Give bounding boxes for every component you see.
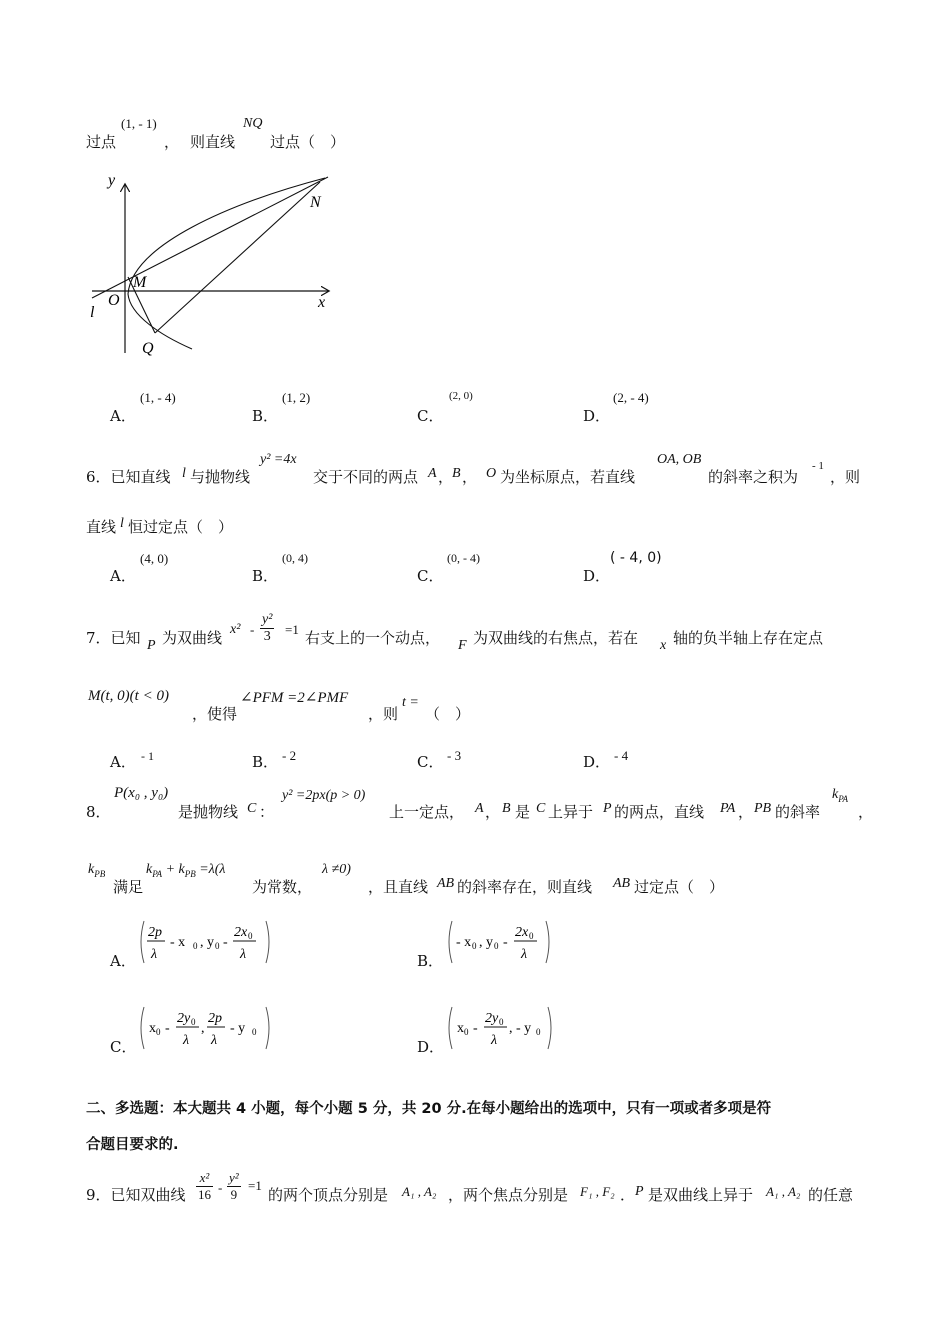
q7-text-2: 为双曲线	[162, 629, 223, 647]
svg-text:2p: 2p	[208, 1011, 222, 1026]
line-qn	[155, 182, 320, 333]
q6-text-1: 6．已知直线	[86, 468, 171, 486]
q8-num: 8．	[86, 803, 111, 821]
q5-option-a-value: (1, - 4)	[140, 390, 176, 405]
q8-option-b-label: B．	[417, 952, 444, 970]
q8-line2-text-3: ，且直线	[368, 878, 429, 896]
q8-text-1: 是抛物线	[178, 803, 239, 821]
q8-option-d-svg	[446, 1004, 561, 1052]
q9-A12b: A₁ , A₂	[766, 1184, 801, 1199]
q8-kpa-k: k	[832, 787, 839, 802]
svg-text:2x: 2x	[515, 925, 529, 940]
q6-option-b-value: (0, 4)	[282, 551, 308, 565]
q5-option-d-label: D．	[583, 407, 611, 425]
svg-text:2y: 2y	[177, 1011, 191, 1026]
svg-text:-: -	[473, 1021, 478, 1036]
q6-text-6: ，则	[830, 468, 861, 486]
q7-text-4: 为双曲线的右焦点，若在	[473, 629, 639, 647]
svg-text:- y: - y	[230, 1021, 246, 1036]
q8-line2-text-2: 为常数，	[252, 878, 313, 896]
section2-line2: 合题目要求的.	[86, 1137, 179, 1153]
q7-x2: x²	[230, 622, 241, 637]
q5-comma: ，	[164, 133, 180, 151]
q9-eq1: =1	[248, 1178, 262, 1193]
q5-point: (1, - 1)	[121, 116, 157, 131]
svg-text:0: 0	[193, 941, 198, 951]
q8-C2: C	[536, 801, 546, 816]
q9-text-1: 9．已知双曲线	[86, 1186, 186, 1204]
q7-minus: -	[250, 622, 255, 637]
q6-text-3: 交于不同的两点	[313, 468, 419, 486]
q6-option-b-label: B．	[252, 567, 279, 585]
q7-eq1: =1	[285, 622, 299, 637]
svg-text:0: 0	[252, 1027, 257, 1037]
svg-text:, y: , y	[200, 935, 214, 950]
q9-F12: F₁ , F₂	[580, 1184, 615, 1199]
svg-text:,: ,	[201, 1021, 205, 1036]
q8-line2-eq	[146, 862, 225, 879]
q7-P: P	[147, 638, 156, 653]
svg-text:2y: 2y	[485, 1011, 499, 1026]
q8-eq: y² =2px(p > 0)	[282, 788, 366, 803]
q8-line2-kpb-sub: PB	[94, 868, 106, 879]
svg-text:-: -	[223, 935, 228, 950]
q8-line2-kpb-k: k	[88, 862, 95, 877]
q6-sep2: ，	[462, 468, 478, 486]
q5-nq: NQ	[243, 116, 263, 131]
q8-line2-text-1: 满足	[113, 878, 144, 896]
q6-line2-pre: 直线	[86, 518, 117, 536]
q5-option-b-label: B．	[252, 407, 279, 425]
label-M: M	[133, 274, 147, 291]
svg-text:λ: λ	[491, 1033, 498, 1048]
q8-text-3: 上一定点，	[389, 803, 465, 821]
svg-text:0: 0	[536, 1027, 541, 1037]
line-l	[92, 177, 328, 298]
q6-B: B	[452, 466, 461, 481]
svg-text:0: 0	[215, 941, 220, 951]
q6-oaob: OA, OB	[657, 452, 702, 467]
q7-line2-M: M(t, 0)(t < 0)	[88, 688, 169, 704]
q5-option-b-value: (1, 2)	[282, 390, 311, 405]
section2-line1: 二、多选题：本大题共 4 小题，每个小题 5 分，共 20 分.在每小题给出的选项中，只有一项或者多项是符	[86, 1101, 772, 1117]
q8-line2-AB: AB	[437, 876, 455, 891]
q8-text-4: 是	[515, 803, 531, 821]
q7-line2-text-3: （ ）	[425, 705, 471, 723]
q9-frac1-num: x²	[196, 1170, 213, 1187]
q6-l: l	[182, 466, 186, 481]
svg-text:, - y: , - y	[509, 1021, 532, 1036]
q6-line2-post: 恒过定点（ ）	[128, 518, 234, 536]
q8-sep2: ，	[738, 803, 754, 821]
q8-option-a-formula	[138, 918, 276, 966]
q7-line2-eq: ∠PFM =2∠PMF	[240, 690, 349, 706]
q6-option-d-label: D．	[583, 567, 611, 585]
q8-option-c-formula	[138, 1004, 278, 1052]
svg-text:0: 0	[156, 1027, 161, 1037]
q6-O: O	[486, 466, 497, 481]
q5-option-d-value: (2, - 4)	[613, 390, 649, 405]
label-O: O	[108, 292, 120, 309]
q9-text-4: ．	[620, 1186, 636, 1204]
q8-line2-eq-sub2: PB	[184, 868, 196, 879]
q7-option-c-value: - 3	[447, 748, 462, 763]
q5-figure	[80, 165, 350, 365]
q8-P0: P(x₀ , y₀)	[114, 785, 169, 801]
q7-line2-t: t =	[402, 695, 419, 710]
q8-line2-eq-rest: =λ(λ	[195, 862, 226, 877]
q8-option-d-label: D．	[417, 1038, 445, 1056]
label-y: y	[108, 172, 116, 189]
q8-line2-text-5: 过定点（ ）	[634, 878, 725, 896]
q6-text-5: 的斜率之积为	[708, 468, 799, 486]
q9-frac2-num: y²	[229, 1170, 239, 1185]
svg-text:0: 0	[529, 931, 534, 941]
q9-text-6: 的任意	[808, 1186, 854, 1204]
q6-text-2: 与抛物线	[190, 468, 251, 486]
q9-P: P	[635, 1184, 644, 1199]
q5-text-post: 过点（ ）	[270, 133, 346, 151]
q8-option-b-svg	[446, 918, 556, 966]
svg-text:2x: 2x	[234, 925, 248, 940]
parabola-upper	[128, 178, 325, 294]
q8-C: C	[247, 801, 257, 816]
q9-text-2: 的两个顶点分别是	[268, 1186, 389, 1204]
q8-kpa-sub: PA	[838, 793, 849, 804]
svg-text:x: x	[457, 1021, 464, 1036]
svg-text:0: 0	[191, 1017, 196, 1027]
q7-line2-text-1: ，使得	[192, 705, 238, 723]
q8-text-2: ：	[259, 803, 275, 821]
q9-frac1-den: 16	[198, 1187, 211, 1202]
q6-option-a-value: (4, 0)	[140, 551, 169, 566]
svg-text:λ: λ	[211, 1033, 218, 1048]
svg-text:2p: 2p	[148, 925, 162, 940]
q6-eq: y² =4x	[260, 452, 297, 467]
q8-line2-eq-sub1: PA	[152, 868, 163, 879]
q7-F: F	[458, 638, 467, 653]
label-Q: Q	[142, 340, 154, 357]
q6-option-a-label: A．	[110, 567, 136, 585]
q6-neg1: - 1	[812, 460, 824, 472]
q7-text-1: 7．已知	[86, 629, 141, 647]
q8-line2-eq-k1: k	[146, 862, 153, 877]
q6-sep1: ，	[438, 468, 454, 486]
q7-option-b-value: - 2	[282, 748, 297, 763]
svg-text:x: x	[149, 1021, 156, 1036]
q8-option-c-label: C．	[110, 1038, 137, 1056]
q8-text-7: 的斜率	[775, 803, 821, 821]
q6-A: A	[428, 466, 437, 481]
svg-text:-: -	[503, 935, 508, 950]
q7-text-5: 轴的负半轴上存在定点	[673, 629, 824, 647]
q8-line2-kpb	[88, 862, 105, 879]
svg-text:λ: λ	[521, 947, 528, 962]
q8-option-d-formula	[446, 1004, 561, 1052]
q6-text-4: 为坐标原点，若直线	[500, 468, 636, 486]
q7-text-3: 右支上的一个动点，	[305, 629, 441, 647]
q8-option-a-label: A．	[110, 952, 136, 970]
q8-A: A	[475, 801, 484, 816]
q9-fraction-1	[196, 1170, 213, 1203]
q8-option-a-svg	[138, 918, 276, 966]
q6-option-c-value: (0, - 4)	[447, 551, 480, 565]
q6-option-d-value: ( - 4, 0)	[610, 550, 662, 566]
q7-option-d-label: D．	[583, 753, 611, 771]
q8-text-5: 上异于	[548, 803, 594, 821]
q5-text-mid: 则直线	[190, 133, 236, 151]
q7-fraction	[260, 612, 274, 645]
label-x: x	[318, 294, 326, 311]
svg-text:- x: - x	[456, 935, 472, 950]
q8-line2-cond: λ ≠0)	[322, 862, 351, 877]
q8-kpa	[832, 787, 848, 804]
q7-option-a-label: A．	[110, 753, 136, 771]
svg-text:0: 0	[464, 1027, 469, 1037]
svg-text:λ: λ	[240, 947, 247, 962]
q5-option-a-label: A．	[110, 407, 136, 425]
q9-A12: A₁ , A₂	[402, 1184, 437, 1199]
q7-option-d-value: - 4	[614, 748, 629, 763]
q8-P: P	[603, 801, 612, 816]
svg-text:0: 0	[494, 941, 499, 951]
svg-text:0: 0	[472, 941, 477, 951]
q8-PB: PB	[754, 801, 772, 816]
q8-text-8: ，	[858, 803, 874, 821]
q6-option-c-label: C．	[417, 567, 444, 585]
svg-text:λ: λ	[183, 1033, 190, 1048]
svg-text:, y: , y	[479, 935, 493, 950]
q8-option-b-formula	[446, 918, 556, 966]
q5-text-pre: 过点	[86, 133, 117, 151]
q7-frac-num: y²	[262, 612, 273, 627]
q8-option-c-svg	[138, 1004, 278, 1052]
q9-text-5: 是双曲线上异于	[648, 1186, 754, 1204]
svg-text:- x: - x	[170, 935, 186, 950]
q8-line2-AB2: AB	[613, 876, 631, 891]
q7-option-a-value: - 1	[141, 749, 154, 763]
q5-option-c-label: C．	[417, 407, 444, 425]
svg-text:-: -	[165, 1021, 170, 1036]
q7-line2-text-2: ，则	[368, 705, 399, 723]
q9-fraction-2	[227, 1170, 241, 1203]
svg-text:0: 0	[499, 1017, 504, 1027]
q8-PA: PA	[720, 801, 736, 816]
q8-text-6: 的两点，直线	[614, 803, 705, 821]
svg-text:0: 0	[248, 931, 253, 941]
q7-frac-den: 3	[263, 629, 271, 644]
q9-frac2-den: 9	[230, 1187, 238, 1202]
q9-minus: -	[218, 1180, 223, 1195]
q8-line2-eq-plus: + k	[162, 862, 185, 877]
svg-text:λ: λ	[151, 947, 158, 962]
q8-B: B	[502, 801, 511, 816]
q7-x: x	[660, 638, 667, 653]
q5-option-c-value: (2, 0)	[449, 390, 473, 402]
label-l: l	[90, 304, 95, 321]
q7-option-b-label: B．	[252, 753, 279, 771]
q9-text-3: ，两个焦点分别是	[448, 1186, 569, 1204]
q6-line2-l: l	[120, 516, 124, 531]
parabola-lower	[128, 294, 192, 349]
label-N: N	[310, 194, 321, 211]
q8-line2-text-4: 的斜率存在，则直线	[457, 878, 593, 896]
q7-option-c-label: C．	[417, 753, 444, 771]
q8-sep: ，	[485, 803, 501, 821]
